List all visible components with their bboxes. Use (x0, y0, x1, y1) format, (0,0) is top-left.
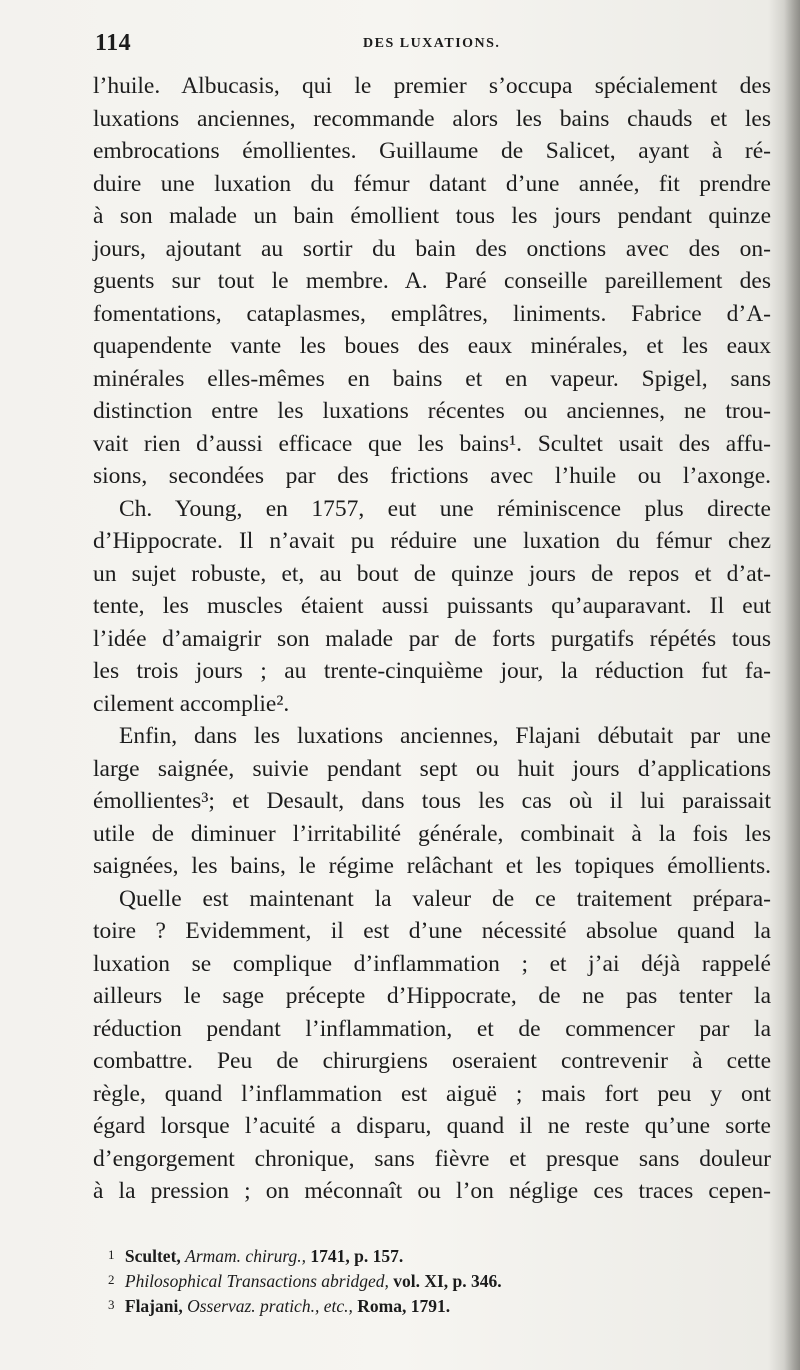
text-line: les trois jours ; au trente-cinquième jour, la réduction fut fa- (93, 658, 771, 684)
footnote-number: 1 (108, 1247, 115, 1262)
text-line: embrocations émollientes. Guillaume de Salicet, ayant à ré- (93, 138, 771, 164)
text-line: combattre. Peu de chirurgiens oseraient contrevenir à cette (93, 1048, 771, 1074)
footnote (108, 1267, 668, 1292)
text-line: sions, secondées par des frictions avec l’huile ou l’axonge. (93, 463, 771, 489)
text-line: à son malade un bain émollient tous les jours pendant quinze (93, 203, 771, 229)
footnote-number: 2 (108, 1272, 115, 1287)
text-line: d’engorgement chronique, sans fièvre et presque sans douleur (93, 1145, 771, 1172)
text-line: large saignée, suivie pendant sept ou huit jours d’applications (93, 755, 771, 782)
page-number: 114 (95, 30, 132, 56)
text-line: Enfin, dans les luxations anciennes, Flajani débutait par une (119, 723, 771, 749)
footnote-author: Scultet, (124, 1246, 181, 1266)
text-line: règle, quand l’inflammation est aiguë ; mais fort peu y ont (93, 1080, 771, 1107)
footnote-reference: 1741, p. 157. (310, 1246, 404, 1266)
footnote-reference: vol. XI, p. 346. (393, 1271, 502, 1291)
text-line: quapendente vante les boues des eaux minérales, et les eaux (93, 333, 771, 359)
footnotes (108, 1242, 668, 1317)
page-header (95, 30, 770, 60)
text-line: Quelle est maintenant la valeur de ce traitement prépara- (119, 885, 771, 912)
text-line: saignées, les bains, le régime relâchant et les topiques émollients. (93, 853, 771, 879)
running-head: DES LUXATIONS. (363, 36, 501, 51)
footnote-number: 3 (108, 1297, 115, 1312)
text-line: guents sur tout le membre. A. Paré conseille pareillement des (93, 268, 771, 294)
text-line: ailleurs le sage précepte d’Hippocrate, de ne pas tenter la (93, 983, 771, 1009)
text-line: émollientes³; et Desault, dans tous les cas où il lui paraissait (93, 788, 771, 814)
text-line: luxation se complique d’inflammation ; et j’ai déjà rappelé (93, 950, 771, 977)
text-line: vait rien d’aussi efficace que les bains¹. Scultet usait des affu- (93, 430, 771, 457)
body-text (93, 70, 771, 1208)
text-line: l’idée d’amaigrir son malade par de forts purgatifs répétés tous (93, 625, 771, 652)
footnote-title: Osservaz. pratich., etc., (187, 1296, 353, 1316)
text-line: réduction pendant l’inflammation, et de commencer par la (93, 1015, 771, 1042)
text-line: égard lorsque l’acuité a disparu, quand il ne reste qu’une sorte (93, 1113, 771, 1139)
text-line: à la pression ; on méconnaît ou l’on néglige ces traces cepen- (93, 1178, 771, 1204)
text-line: cilement accomplie². (93, 690, 290, 717)
footnote-reference: Roma, 1791. (357, 1296, 451, 1316)
footnote (108, 1242, 668, 1267)
text-line: un sujet robuste, et, au bout de quinze jours de repos et d’at- (93, 560, 771, 587)
footnote-author: Flajani, (124, 1296, 183, 1316)
page-gutter-shadow (784, 0, 800, 1370)
footnote-title: Philosophical Transactions abridged, (124, 1271, 389, 1291)
text-line: l’huile. Albucasis, qui le premier s’occupa spécialement des (93, 73, 771, 99)
text-line: minérales elles-mêmes en bains et en vapeur. Spigel, sans (93, 365, 771, 392)
text-line: toire ? Evidemment, il est d’une nécessité absolue quand la (93, 918, 771, 944)
text-line: d’Hippocrate. Il n’avait pu réduire une luxation du fémur chez (93, 528, 771, 554)
footnote (108, 1292, 668, 1317)
text-line: distinction entre les luxations récentes ou anciennes, ne trou- (93, 398, 771, 424)
text-line: fomentations, cataplasmes, emplâtres, liniments. Fabrice d’A- (93, 300, 771, 327)
text-line: Ch. Young, en 1757, eut une réminiscence plus directe (119, 495, 771, 522)
text-line: tente, les muscles étaient aussi puissants qu’auparavant. Il eut (93, 593, 771, 619)
text-line: luxations anciennes, recommande alors les bains chauds et les (93, 105, 771, 132)
footnote-title: Armam. chirurg., (185, 1246, 307, 1266)
text-line: jours, ajoutant au sortir du bain des onctions avec des on- (93, 235, 771, 262)
text-line: duire une luxation du fémur datant d’une année, fit prendre (93, 170, 771, 197)
text-line: utile de diminuer l’irritabilité générale, combinait à la fois les (93, 820, 771, 847)
